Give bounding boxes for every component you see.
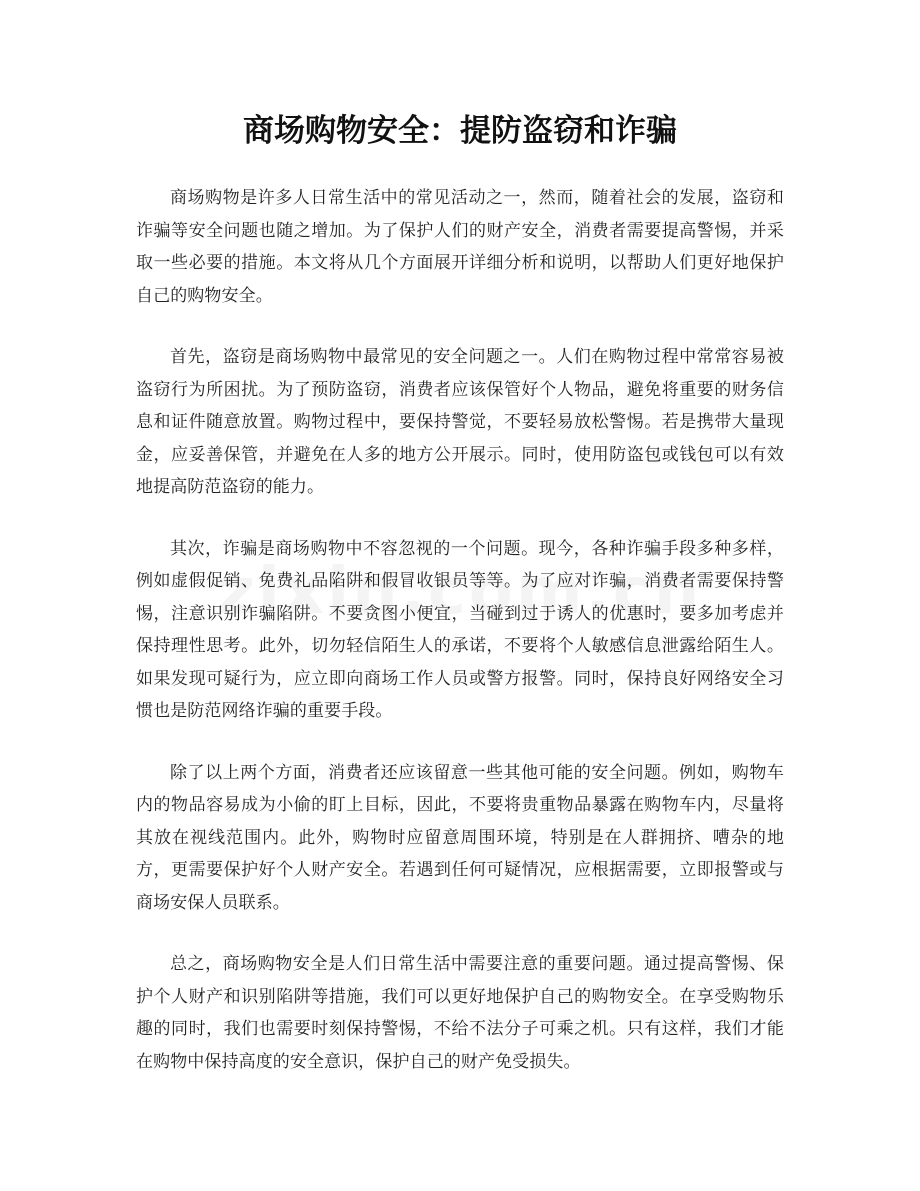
paragraph-conclusion: 总之，商场购物安全是人们日常生活中需要注意的重要问题。通过提高警惕、保护个人财产和识别陷阱等措施，我们可以更好地保护自己的购物安全。在享受购物乐趣的同时，我们也需要时刻保持警惕，不给不法分子可乘之机。只有这样，我们才能在购物中保持高度的安全意识，保护自己的财产免受损失。 [136,954,784,1072]
paragraph-theft: 首先，盗窃是商场购物中最常见的安全问题之一。人们在购物过程中常常容易被盗窃行为所困扰。为了预防盗窃，消费者应该保管好个人物品，避免将重要的财务信息和证件随意放置。购物过程中，要保持警觉，不要轻易放松警惕。若是携带大量现金，应妥善保管，并避免在人多的地方公开展示。同时，使用防盗包或钱包可以有效地提高防范盗窃的能力。 [136,347,784,497]
document-body [136,182,784,1107]
paragraph-other-issues: 除了以上两个方面，消费者还应该留意一些其他可能的安全问题。例如，购物车内的物品容易成为小偷的盯上目标，因此，不要将贵重物品暴露在购物车内，尽量将其放在视线范围内。此外，购物时应留意周围环境，特别是在人群拥挤、嘈杂的地方，更需要保护好个人财产安全。若遇到任何可疑情况，应根据需要，立即报警或与商场安保人员联系。 [136,762,784,913]
paragraph-intro: 商场购物是许多人日常生活中的常见活动之一，然而，随着社会的发展，盗窃和诈骗等安全问题也随之增加。为了保护人们的财产安全，消费者需要提高警惕，并采取一些必要的措施。本文将从几个方面展开详细分析和说明，以帮助人们更好地保护自己的购物安全。 [136,188,784,306]
document-title: 商场购物安全：提防盗窃和诈骗 [243,113,677,149]
paragraph-fraud: 其次，诈骗是商场购物中不容忽视的一个问题。现今，各种诈骗手段多种多样，例如虚假促销、免费礼品陷阱和假冒收银员等等。为了应对诈骗，消费者需要保持警惕，注意识别诈骗陷阱。不要贪图小便宜，当碰到过于诱人的优惠时，要多加考虑并保持理性思考。此外，切勿轻信陌生人的承诺，不要将个人敏感信息泄露给陌生人。如果发现可疑行为，应立即向商场工作人员或警方报警。同时，保持良好网络安全习惯也是防范网络诈骗的重要手段。 [136,538,784,721]
